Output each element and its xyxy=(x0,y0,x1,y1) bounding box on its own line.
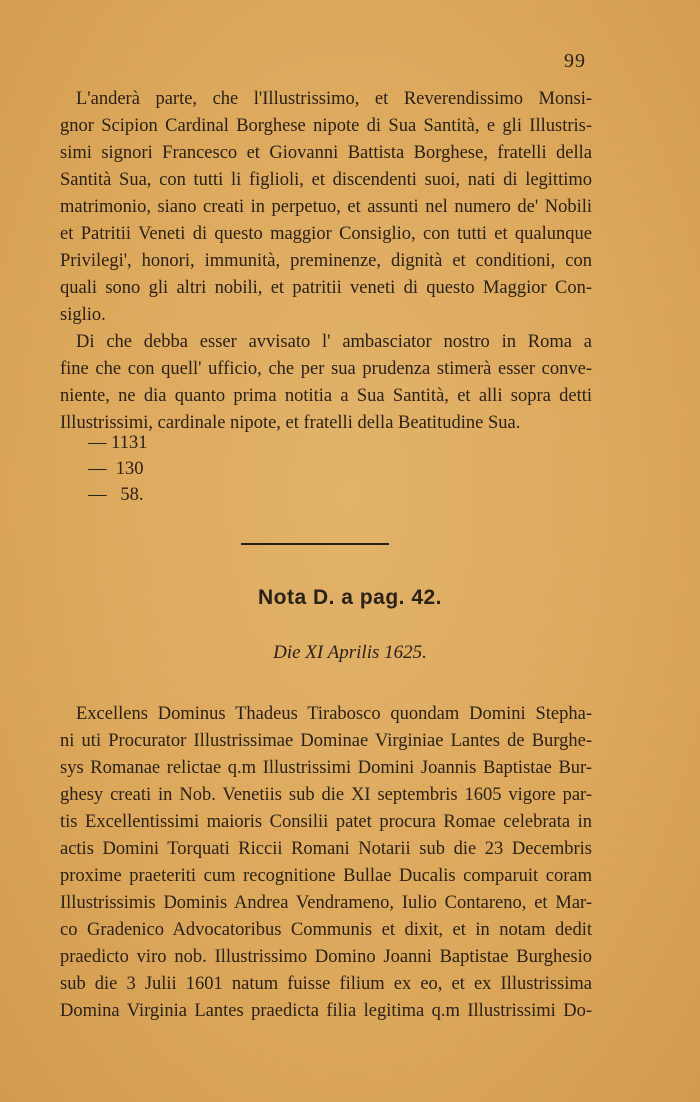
text-line: Excellens Dominus Thadeus Tirabosco quondam Domini Stepha- xyxy=(76,704,592,724)
text-line: niente, ne dia quanto prima notitia a Sua Santità, et alli sopra detti xyxy=(60,386,592,406)
text-line: simi signori Francesco et Giovanni Battista Borghese, fratelli della xyxy=(60,143,592,163)
text-line: actis Domini Torquati Riccii Romani Notarii sub die 23 Decembris xyxy=(60,839,592,859)
paragraph-notice xyxy=(60,329,592,437)
section-divider xyxy=(241,543,389,545)
text-line: Illustrissimis Dominis Andrea Vendrameno, Iulio Contareno, et Mar- xyxy=(60,893,592,913)
vote-count: — 1131 xyxy=(88,433,148,453)
vote-count: — 58. xyxy=(88,485,144,505)
text-line: et Patritii Veneti di questo maggior Consiglio, con tutti et qualunque xyxy=(60,224,592,244)
text-line: praedicto viro nob. Illustrissimo Domino Joanni Baptistae Burghesio xyxy=(60,947,592,967)
paragraph-procura xyxy=(60,701,592,1025)
text-line: gnor Scipion Cardinal Borghese nipote di Sua Santità, e gli Illustris- xyxy=(60,116,592,136)
vote-tally xyxy=(88,430,288,508)
text-line: sub die 3 Julii 1601 natum fuisse filium ex eo, et ex Illustrissima xyxy=(60,974,592,994)
page-number: 99 xyxy=(564,50,586,72)
text-line: co Gradenico Advocatoribus Communis et dixit, et in notam dedit xyxy=(60,920,592,940)
text-line: Di che debba esser avvisato l' ambasciator nostro in Roma a xyxy=(76,332,592,352)
text-line: L'anderà parte, che l'Illustrissimo, et Reverendissimo Monsi- xyxy=(76,89,592,109)
text-line: tis Excellentissimi maioris Consilii patet procura Romae celebrata in xyxy=(60,812,592,832)
text-line: Domina Virginia Lantes praedicta filia legitima q.m Illustrissimi Do- xyxy=(60,1001,592,1021)
text-line: ni uti Procurator Illustrissimae Dominae Virginiae Lantes de Burghe- xyxy=(60,731,592,751)
text-line: sys Romanae relictae q.m Illustrissimi Domini Joannis Baptistae Bur- xyxy=(60,758,592,778)
text-line: Privilegi', honori, immunità, preminenze, dignità et conditioni, con xyxy=(60,251,592,271)
text-line: ghesy creati in Nob. Venetiis sub die XI septembris 1605 vigore par- xyxy=(60,785,592,805)
text-line: proxime praeteriti cum recognitione Bullae Ducalis comparuit coram xyxy=(60,866,592,886)
text-line: quali sono gli altri nobili, et patritii veneti di questo Maggior Con- xyxy=(60,278,592,298)
section-heading: Nota D. a pag. 42. xyxy=(257,586,443,609)
text-line: siglio. xyxy=(60,305,106,325)
vote-count: — 130 xyxy=(88,459,144,479)
paragraph-decree xyxy=(60,86,592,329)
text-line: Santità Sua, con tutti li figlioli, et discendenti suoi, nati di legittimo xyxy=(60,170,592,190)
dateline: Die XI Aprilis 1625. xyxy=(273,642,427,663)
text-line: matrimonio, siano creati in perpetuo, et assunti nel numero de' Nobili xyxy=(60,197,592,217)
text-line: fine che con quell' ufficio, che per sua prudenza stimerà esser conve- xyxy=(60,359,592,379)
text-line: Illustrissimi, cardinale nipote, et fratelli della Beatitudine Sua. xyxy=(60,413,521,433)
